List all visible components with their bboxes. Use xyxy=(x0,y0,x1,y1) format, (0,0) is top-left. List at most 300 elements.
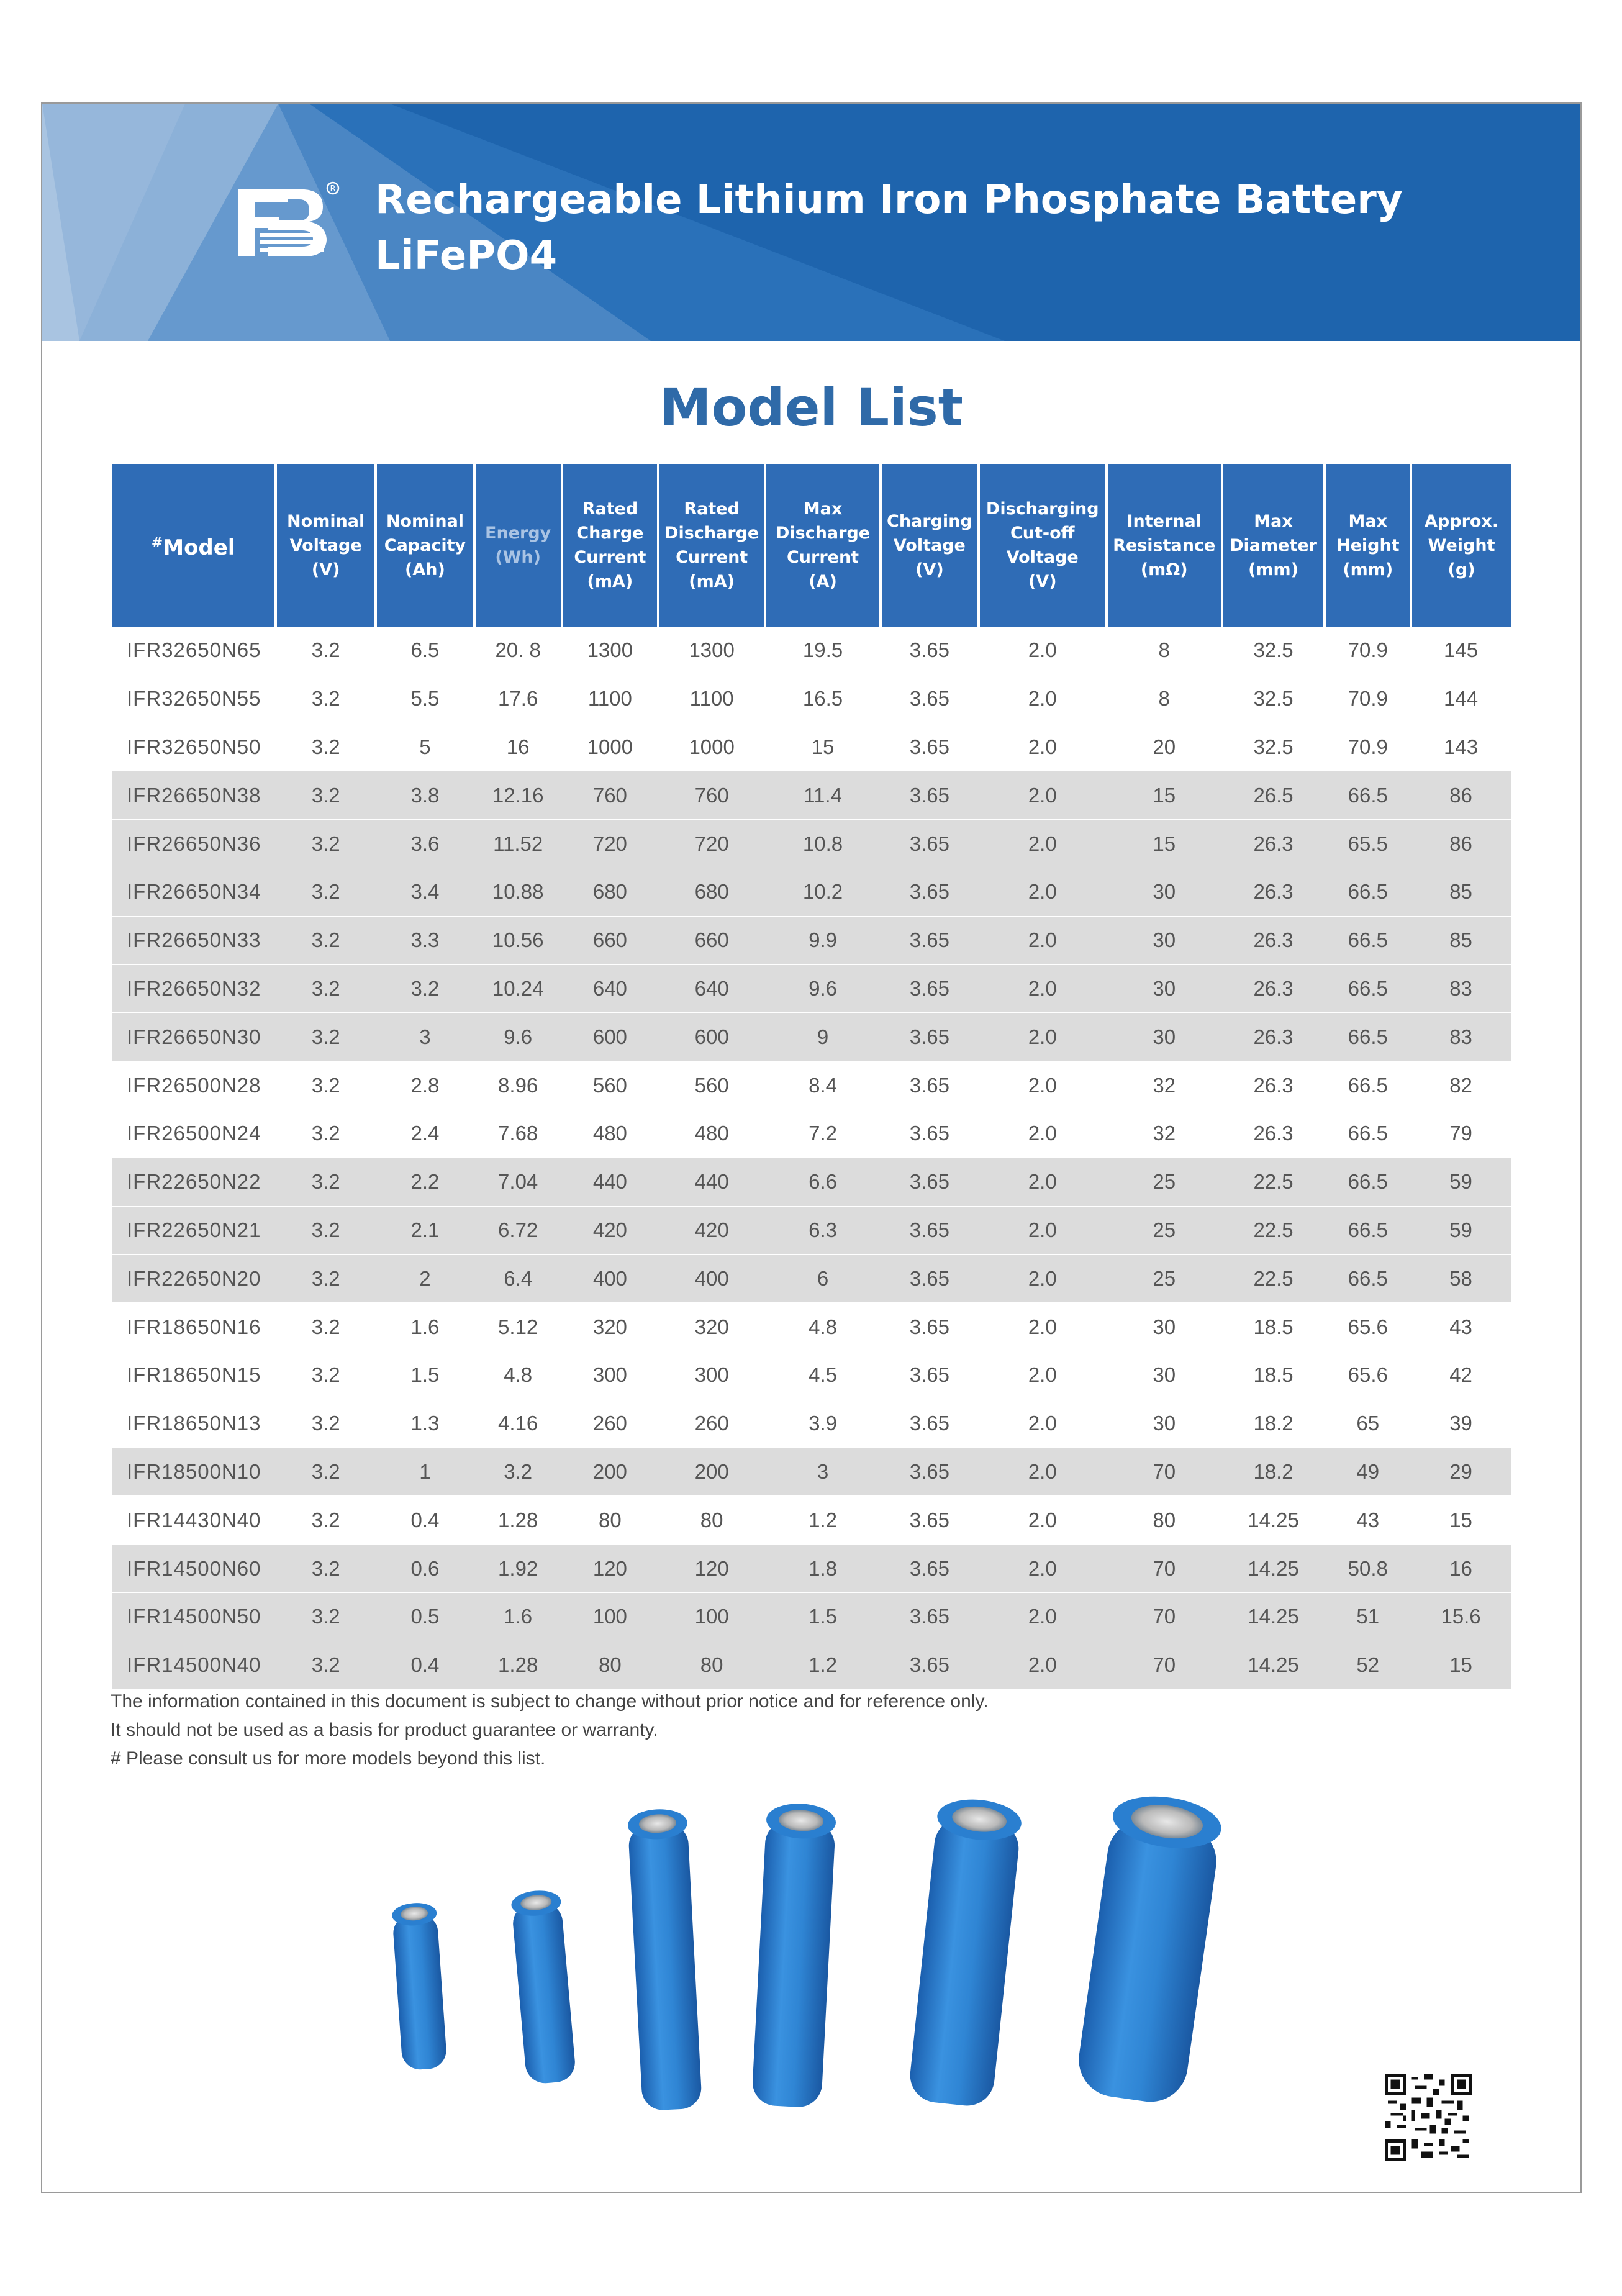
cell-weight: 29 xyxy=(1411,1448,1511,1496)
table-row xyxy=(112,964,1511,1013)
cell-max-discharge: 3 xyxy=(765,1448,881,1496)
cell-model: IFR18650N13 xyxy=(112,1399,276,1448)
cell-capacity: 2.1 xyxy=(376,1206,474,1255)
qr-code-icon xyxy=(1385,2074,1472,2161)
table-row xyxy=(112,627,1511,674)
banner-subtitle: LiFePO4 xyxy=(375,233,558,279)
header-max-discharge-current: Max Discharge Current (A) xyxy=(765,464,881,627)
table-row xyxy=(112,1303,1511,1351)
cell-diameter: 18.2 xyxy=(1222,1448,1325,1496)
cell-diameter: 26.3 xyxy=(1222,1109,1325,1158)
cell-model: IFR32650N65 xyxy=(112,627,276,674)
cell-weight: 143 xyxy=(1411,723,1511,771)
cell-max-discharge: 4.5 xyxy=(765,1351,881,1399)
cell-discharge: 420 xyxy=(658,1206,765,1255)
cell-weight: 85 xyxy=(1411,916,1511,964)
cell-height: 51 xyxy=(1325,1592,1411,1641)
cell-height: 65.6 xyxy=(1325,1351,1411,1399)
battery-product-image xyxy=(42,1781,1580,2184)
cell-cutoff-v: 2.0 xyxy=(979,868,1107,916)
cell-capacity: 1.5 xyxy=(376,1351,474,1399)
cell-capacity: 0.5 xyxy=(376,1592,474,1641)
cell-max-discharge: 11.4 xyxy=(765,771,881,820)
cell-height: 52 xyxy=(1325,1641,1411,1689)
cell-cutoff-v: 2.0 xyxy=(979,1013,1107,1061)
cell-max-discharge: 9.9 xyxy=(765,916,881,964)
cell-voltage: 3.2 xyxy=(276,1255,376,1303)
cell-max-discharge: 4.8 xyxy=(765,1303,881,1351)
header-banner xyxy=(42,104,1580,341)
cell-charge: 200 xyxy=(562,1448,659,1496)
cell-model: IFR18500N10 xyxy=(112,1448,276,1496)
cell-max-discharge: 9 xyxy=(765,1013,881,1061)
cell-resistance: 32 xyxy=(1107,1061,1222,1110)
table-row xyxy=(112,1592,1511,1641)
cell-voltage: 3.2 xyxy=(276,1109,376,1158)
cell-charge: 100 xyxy=(562,1592,659,1641)
cell-model: IFR26650N34 xyxy=(112,868,276,916)
disclaimer-notes xyxy=(111,1687,989,1773)
table-row xyxy=(112,1158,1511,1206)
cell-capacity: 0.4 xyxy=(376,1641,474,1689)
cell-cutoff-v: 2.0 xyxy=(979,1399,1107,1448)
cell-resistance: 25 xyxy=(1107,1255,1222,1303)
cell-capacity: 5.5 xyxy=(376,674,474,723)
svg-text:R: R xyxy=(330,184,336,194)
cell-model: IFR18650N16 xyxy=(112,1303,276,1351)
cell-charge: 720 xyxy=(562,820,659,868)
cell-diameter: 22.5 xyxy=(1222,1255,1325,1303)
cell-model: IFR26650N33 xyxy=(112,916,276,964)
cell-energy: 20. 8 xyxy=(474,627,562,674)
cell-charge: 120 xyxy=(562,1545,659,1593)
cell-discharge: 320 xyxy=(658,1303,765,1351)
cell-height: 66.5 xyxy=(1325,1255,1411,1303)
table-row xyxy=(112,674,1511,723)
cell-energy: 10.88 xyxy=(474,868,562,916)
cell-max-discharge: 3.9 xyxy=(765,1399,881,1448)
cell-charge: 680 xyxy=(562,868,659,916)
cell-resistance: 25 xyxy=(1107,1158,1222,1206)
cell-charge: 320 xyxy=(562,1303,659,1351)
header-nominal-capacity: Nominal Capacity (Ah) xyxy=(376,464,474,627)
cell-weight: 86 xyxy=(1411,771,1511,820)
cell-energy: 1.28 xyxy=(474,1641,562,1689)
cell-charge: 1100 xyxy=(562,674,659,723)
cell-height: 70.9 xyxy=(1325,723,1411,771)
cell-charging-v: 3.65 xyxy=(881,1109,979,1158)
cell-discharge: 440 xyxy=(658,1158,765,1206)
cell-cutoff-v: 2.0 xyxy=(979,1496,1107,1545)
cell-charge: 760 xyxy=(562,771,659,820)
cell-max-discharge: 6 xyxy=(765,1255,881,1303)
cell-max-discharge: 6.6 xyxy=(765,1158,881,1206)
cell-resistance: 15 xyxy=(1107,771,1222,820)
cell-height: 66.5 xyxy=(1325,1158,1411,1206)
cell-charging-v: 3.65 xyxy=(881,1351,979,1399)
model-table xyxy=(112,464,1511,1690)
cell-model: IFR22650N22 xyxy=(112,1158,276,1206)
cell-voltage: 3.2 xyxy=(276,1206,376,1255)
cell-height: 66.5 xyxy=(1325,1061,1411,1110)
cell-charging-v: 3.65 xyxy=(881,1061,979,1110)
cell-model: IFR26650N36 xyxy=(112,820,276,868)
cell-diameter: 32.5 xyxy=(1222,627,1325,674)
cell-charge: 1300 xyxy=(562,627,659,674)
table-row xyxy=(112,820,1511,868)
cell-model: IFR26650N38 xyxy=(112,771,276,820)
header-model: #Model xyxy=(112,464,276,627)
cell-charge: 1000 xyxy=(562,723,659,771)
cell-capacity: 3.3 xyxy=(376,916,474,964)
cell-max-discharge: 6.3 xyxy=(765,1206,881,1255)
cell-capacity: 0.6 xyxy=(376,1545,474,1593)
cell-charge: 80 xyxy=(562,1496,659,1545)
cell-model: IFR14430N40 xyxy=(112,1496,276,1545)
cell-height: 50.8 xyxy=(1325,1545,1411,1593)
cell-diameter: 18.5 xyxy=(1222,1351,1325,1399)
cell-charge: 420 xyxy=(562,1206,659,1255)
cell-max-discharge: 1.2 xyxy=(765,1641,881,1689)
cell-discharge: 760 xyxy=(658,771,765,820)
cell-charging-v: 3.65 xyxy=(881,1592,979,1641)
cell-charging-v: 3.65 xyxy=(881,820,979,868)
cell-weight: 59 xyxy=(1411,1206,1511,1255)
cell-diameter: 22.5 xyxy=(1222,1158,1325,1206)
cell-energy: 9.6 xyxy=(474,1013,562,1061)
header-cutoff-voltage: Discharging Cut-off Voltage (V) xyxy=(979,464,1107,627)
cell-voltage: 3.2 xyxy=(276,1158,376,1206)
cell-energy: 16 xyxy=(474,723,562,771)
cell-energy: 8.96 xyxy=(474,1061,562,1110)
cell-charging-v: 3.65 xyxy=(881,1496,979,1545)
cell-resistance: 20 xyxy=(1107,723,1222,771)
table-row xyxy=(112,1109,1511,1158)
cell-cutoff-v: 2.0 xyxy=(979,627,1107,674)
table-row xyxy=(112,1255,1511,1303)
cell-resistance: 30 xyxy=(1107,1013,1222,1061)
cell-weight: 15.6 xyxy=(1411,1592,1511,1641)
cell-max-discharge: 15 xyxy=(765,723,881,771)
cell-discharge: 400 xyxy=(658,1255,765,1303)
cell-height: 66.5 xyxy=(1325,1206,1411,1255)
cell-charging-v: 3.65 xyxy=(881,916,979,964)
cell-capacity: 2.2 xyxy=(376,1158,474,1206)
cell-cutoff-v: 2.0 xyxy=(979,1545,1107,1593)
cell-discharge: 480 xyxy=(658,1109,765,1158)
cell-resistance: 30 xyxy=(1107,1351,1222,1399)
cell-energy: 7.68 xyxy=(474,1109,562,1158)
cell-max-discharge: 7.2 xyxy=(765,1109,881,1158)
cell-cutoff-v: 2.0 xyxy=(979,916,1107,964)
cell-resistance: 15 xyxy=(1107,820,1222,868)
cell-capacity: 5 xyxy=(376,723,474,771)
cell-capacity: 6.5 xyxy=(376,627,474,674)
note-line: It should not be used as a basis for product guarantee or warranty. xyxy=(111,1720,658,1740)
cell-voltage: 3.2 xyxy=(276,1641,376,1689)
cell-weight: 59 xyxy=(1411,1158,1511,1206)
banner-title: Rechargeable Lithium Iron Phosphate Battery xyxy=(375,177,1403,223)
cell-model: IFR14500N60 xyxy=(112,1545,276,1593)
cell-model: IFR32650N50 xyxy=(112,723,276,771)
cell-max-discharge: 19.5 xyxy=(765,627,881,674)
cell-cutoff-v: 2.0 xyxy=(979,1448,1107,1496)
table-row xyxy=(112,1496,1511,1545)
cell-discharge: 200 xyxy=(658,1448,765,1496)
cell-cutoff-v: 2.0 xyxy=(979,1641,1107,1689)
cell-weight: 79 xyxy=(1411,1109,1511,1158)
cell-diameter: 14.25 xyxy=(1222,1641,1325,1689)
cell-resistance: 30 xyxy=(1107,964,1222,1013)
cell-max-discharge: 1.8 xyxy=(765,1545,881,1593)
table-row xyxy=(112,723,1511,771)
cell-cutoff-v: 2.0 xyxy=(979,964,1107,1013)
cell-energy: 17.6 xyxy=(474,674,562,723)
cell-cutoff-v: 2.0 xyxy=(979,1255,1107,1303)
cell-weight: 86 xyxy=(1411,820,1511,868)
cell-voltage: 3.2 xyxy=(276,1303,376,1351)
cell-discharge: 1300 xyxy=(658,627,765,674)
cell-capacity: 0.4 xyxy=(376,1496,474,1545)
cell-diameter: 26.5 xyxy=(1222,771,1325,820)
cell-voltage: 3.2 xyxy=(276,1399,376,1448)
cell-diameter: 26.3 xyxy=(1222,820,1325,868)
cell-voltage: 3.2 xyxy=(276,1496,376,1545)
cell-capacity: 3.6 xyxy=(376,820,474,868)
cell-weight: 83 xyxy=(1411,964,1511,1013)
cell-max-discharge: 10.8 xyxy=(765,820,881,868)
cell-diameter: 18.2 xyxy=(1222,1399,1325,1448)
cell-energy: 10.24 xyxy=(474,964,562,1013)
cell-resistance: 30 xyxy=(1107,868,1222,916)
cell-discharge: 300 xyxy=(658,1351,765,1399)
cell-weight: 39 xyxy=(1411,1399,1511,1448)
table-row xyxy=(112,1448,1511,1496)
cell-charging-v: 3.65 xyxy=(881,1303,979,1351)
cell-capacity: 1.3 xyxy=(376,1399,474,1448)
cell-resistance: 30 xyxy=(1107,1399,1222,1448)
cell-discharge: 660 xyxy=(658,916,765,964)
cell-energy: 4.8 xyxy=(474,1351,562,1399)
cell-diameter: 14.25 xyxy=(1222,1592,1325,1641)
cell-voltage: 3.2 xyxy=(276,674,376,723)
cell-weight: 16 xyxy=(1411,1545,1511,1593)
cell-resistance: 70 xyxy=(1107,1592,1222,1641)
page-frame xyxy=(41,102,1582,2193)
note-line: # Please consult us for more models beyond this list. xyxy=(111,1748,546,1769)
cell-discharge: 720 xyxy=(658,820,765,868)
table-row xyxy=(112,1351,1511,1399)
table-row xyxy=(112,1206,1511,1255)
cell-model: IFR14500N50 xyxy=(112,1592,276,1641)
cell-voltage: 3.2 xyxy=(276,1592,376,1641)
cell-diameter: 18.5 xyxy=(1222,1303,1325,1351)
cell-height: 66.5 xyxy=(1325,916,1411,964)
cell-diameter: 14.25 xyxy=(1222,1545,1325,1593)
cell-voltage: 3.2 xyxy=(276,916,376,964)
cell-diameter: 26.3 xyxy=(1222,1013,1325,1061)
cell-height: 66.5 xyxy=(1325,1109,1411,1158)
cell-cutoff-v: 2.0 xyxy=(979,1351,1107,1399)
cell-voltage: 3.2 xyxy=(276,1061,376,1110)
battery-cell-icon xyxy=(510,1889,577,2085)
cell-height: 70.9 xyxy=(1325,627,1411,674)
cell-cutoff-v: 2.0 xyxy=(979,1061,1107,1110)
cell-max-discharge: 10.2 xyxy=(765,868,881,916)
cell-weight: 144 xyxy=(1411,674,1511,723)
cell-resistance: 30 xyxy=(1107,916,1222,964)
cell-capacity: 3.2 xyxy=(376,964,474,1013)
cell-charge: 440 xyxy=(562,1158,659,1206)
cell-charge: 660 xyxy=(562,916,659,964)
cell-capacity: 1.6 xyxy=(376,1303,474,1351)
table-header-row xyxy=(112,464,1511,627)
cell-voltage: 3.2 xyxy=(276,1448,376,1496)
battery-cell-icon xyxy=(391,1902,448,2071)
cell-weight: 15 xyxy=(1411,1496,1511,1545)
cell-height: 70.9 xyxy=(1325,674,1411,723)
cell-energy: 10.56 xyxy=(474,916,562,964)
cell-max-discharge: 16.5 xyxy=(765,674,881,723)
cell-discharge: 640 xyxy=(658,964,765,1013)
cell-height: 65.6 xyxy=(1325,1303,1411,1351)
header-max-diameter: Max Diameter (mm) xyxy=(1222,464,1325,627)
cell-charging-v: 3.65 xyxy=(881,1255,979,1303)
cell-charge: 480 xyxy=(562,1109,659,1158)
cell-diameter: 26.3 xyxy=(1222,868,1325,916)
cell-charging-v: 3.65 xyxy=(881,1013,979,1061)
table-row xyxy=(112,916,1511,964)
cell-discharge: 80 xyxy=(658,1641,765,1689)
cell-charging-v: 3.65 xyxy=(881,1158,979,1206)
cell-charging-v: 3.65 xyxy=(881,1545,979,1593)
cell-cutoff-v: 2.0 xyxy=(979,820,1107,868)
cell-capacity: 1 xyxy=(376,1448,474,1496)
cell-model: IFR26500N24 xyxy=(112,1109,276,1158)
cell-discharge: 100 xyxy=(658,1592,765,1641)
cell-energy: 6.72 xyxy=(474,1206,562,1255)
cell-height: 66.5 xyxy=(1325,964,1411,1013)
battery-cell-icon xyxy=(1074,1790,1225,2107)
cell-height: 65.5 xyxy=(1325,820,1411,868)
cell-charging-v: 3.65 xyxy=(881,1399,979,1448)
header-internal-resistance: Internal Resistance (mΩ) xyxy=(1107,464,1222,627)
cell-charge: 640 xyxy=(562,964,659,1013)
cell-resistance: 70 xyxy=(1107,1545,1222,1593)
header-weight: Approx. Weight (g) xyxy=(1411,464,1511,627)
page-title: Model List xyxy=(659,377,963,438)
cell-cutoff-v: 2.0 xyxy=(979,771,1107,820)
cell-weight: 43 xyxy=(1411,1303,1511,1351)
cell-discharge: 260 xyxy=(658,1399,765,1448)
cell-model: IFR18650N15 xyxy=(112,1351,276,1399)
header-max-height: Max Height (mm) xyxy=(1325,464,1411,627)
table-row xyxy=(112,868,1511,916)
header-nominal-voltage: Nominal Voltage (V) xyxy=(276,464,376,627)
cell-cutoff-v: 2.0 xyxy=(979,674,1107,723)
cell-cutoff-v: 2.0 xyxy=(979,1303,1107,1351)
cell-model: IFR26650N32 xyxy=(112,964,276,1013)
cell-charging-v: 3.65 xyxy=(881,674,979,723)
battery-cell-icon xyxy=(627,1808,702,2111)
cell-max-discharge: 1.5 xyxy=(765,1592,881,1641)
table-row xyxy=(112,771,1511,820)
cell-height: 49 xyxy=(1325,1448,1411,1496)
battery-cell-icon xyxy=(907,1795,1023,2108)
cell-resistance: 70 xyxy=(1107,1448,1222,1496)
cell-weight: 145 xyxy=(1411,627,1511,674)
cell-energy: 7.04 xyxy=(474,1158,562,1206)
cell-voltage: 3.2 xyxy=(276,1545,376,1593)
cell-charging-v: 3.65 xyxy=(881,1448,979,1496)
cell-cutoff-v: 2.0 xyxy=(979,1109,1107,1158)
cell-weight: 58 xyxy=(1411,1255,1511,1303)
header-charging-voltage: Charging Voltage (V) xyxy=(881,464,979,627)
cell-voltage: 3.2 xyxy=(276,723,376,771)
cell-energy: 5.12 xyxy=(474,1303,562,1351)
cell-energy: 4.16 xyxy=(474,1399,562,1448)
cell-model: IFR22650N20 xyxy=(112,1255,276,1303)
cell-resistance: 25 xyxy=(1107,1206,1222,1255)
cell-capacity: 3.4 xyxy=(376,868,474,916)
cell-model: IFR32650N55 xyxy=(112,674,276,723)
cell-diameter: 14.25 xyxy=(1222,1496,1325,1545)
cell-weight: 82 xyxy=(1411,1061,1511,1110)
cell-height: 43 xyxy=(1325,1496,1411,1545)
cell-cutoff-v: 2.0 xyxy=(979,1592,1107,1641)
cell-max-discharge: 1.2 xyxy=(765,1496,881,1545)
cell-charge: 260 xyxy=(562,1399,659,1448)
cell-cutoff-v: 2.0 xyxy=(979,1206,1107,1255)
cell-resistance: 8 xyxy=(1107,674,1222,723)
cell-discharge: 600 xyxy=(658,1013,765,1061)
cell-cutoff-v: 2.0 xyxy=(979,723,1107,771)
cell-discharge: 1000 xyxy=(658,723,765,771)
cell-energy: 1.92 xyxy=(474,1545,562,1593)
cell-resistance: 80 xyxy=(1107,1496,1222,1545)
cell-voltage: 3.2 xyxy=(276,820,376,868)
table-row xyxy=(112,1013,1511,1061)
cell-charging-v: 3.65 xyxy=(881,723,979,771)
cell-discharge: 80 xyxy=(658,1496,765,1545)
table-body xyxy=(112,627,1511,1689)
cell-resistance: 70 xyxy=(1107,1641,1222,1689)
cell-weight: 85 xyxy=(1411,868,1511,916)
table-row xyxy=(112,1399,1511,1448)
cell-model: IFR26500N28 xyxy=(112,1061,276,1110)
cell-charge: 600 xyxy=(562,1013,659,1061)
cell-energy: 11.52 xyxy=(474,820,562,868)
header-rated-discharge-current: Rated Discharge Current (mA) xyxy=(658,464,765,627)
cell-capacity: 3 xyxy=(376,1013,474,1061)
cell-discharge: 1100 xyxy=(658,674,765,723)
cell-charging-v: 3.65 xyxy=(881,964,979,1013)
cell-resistance: 30 xyxy=(1107,1303,1222,1351)
cell-discharge: 120 xyxy=(658,1545,765,1593)
cell-charging-v: 3.65 xyxy=(881,771,979,820)
cell-model: IFR26650N30 xyxy=(112,1013,276,1061)
cell-cutoff-v: 2.0 xyxy=(979,1158,1107,1206)
table-row xyxy=(112,1641,1511,1689)
cell-diameter: 22.5 xyxy=(1222,1206,1325,1255)
cell-voltage: 3.2 xyxy=(276,1351,376,1399)
cell-energy: 12.16 xyxy=(474,771,562,820)
cell-charge: 80 xyxy=(562,1641,659,1689)
cell-max-discharge: 8.4 xyxy=(765,1061,881,1110)
cell-voltage: 3.2 xyxy=(276,627,376,674)
table-row xyxy=(112,1545,1511,1593)
cell-weight: 42 xyxy=(1411,1351,1511,1399)
